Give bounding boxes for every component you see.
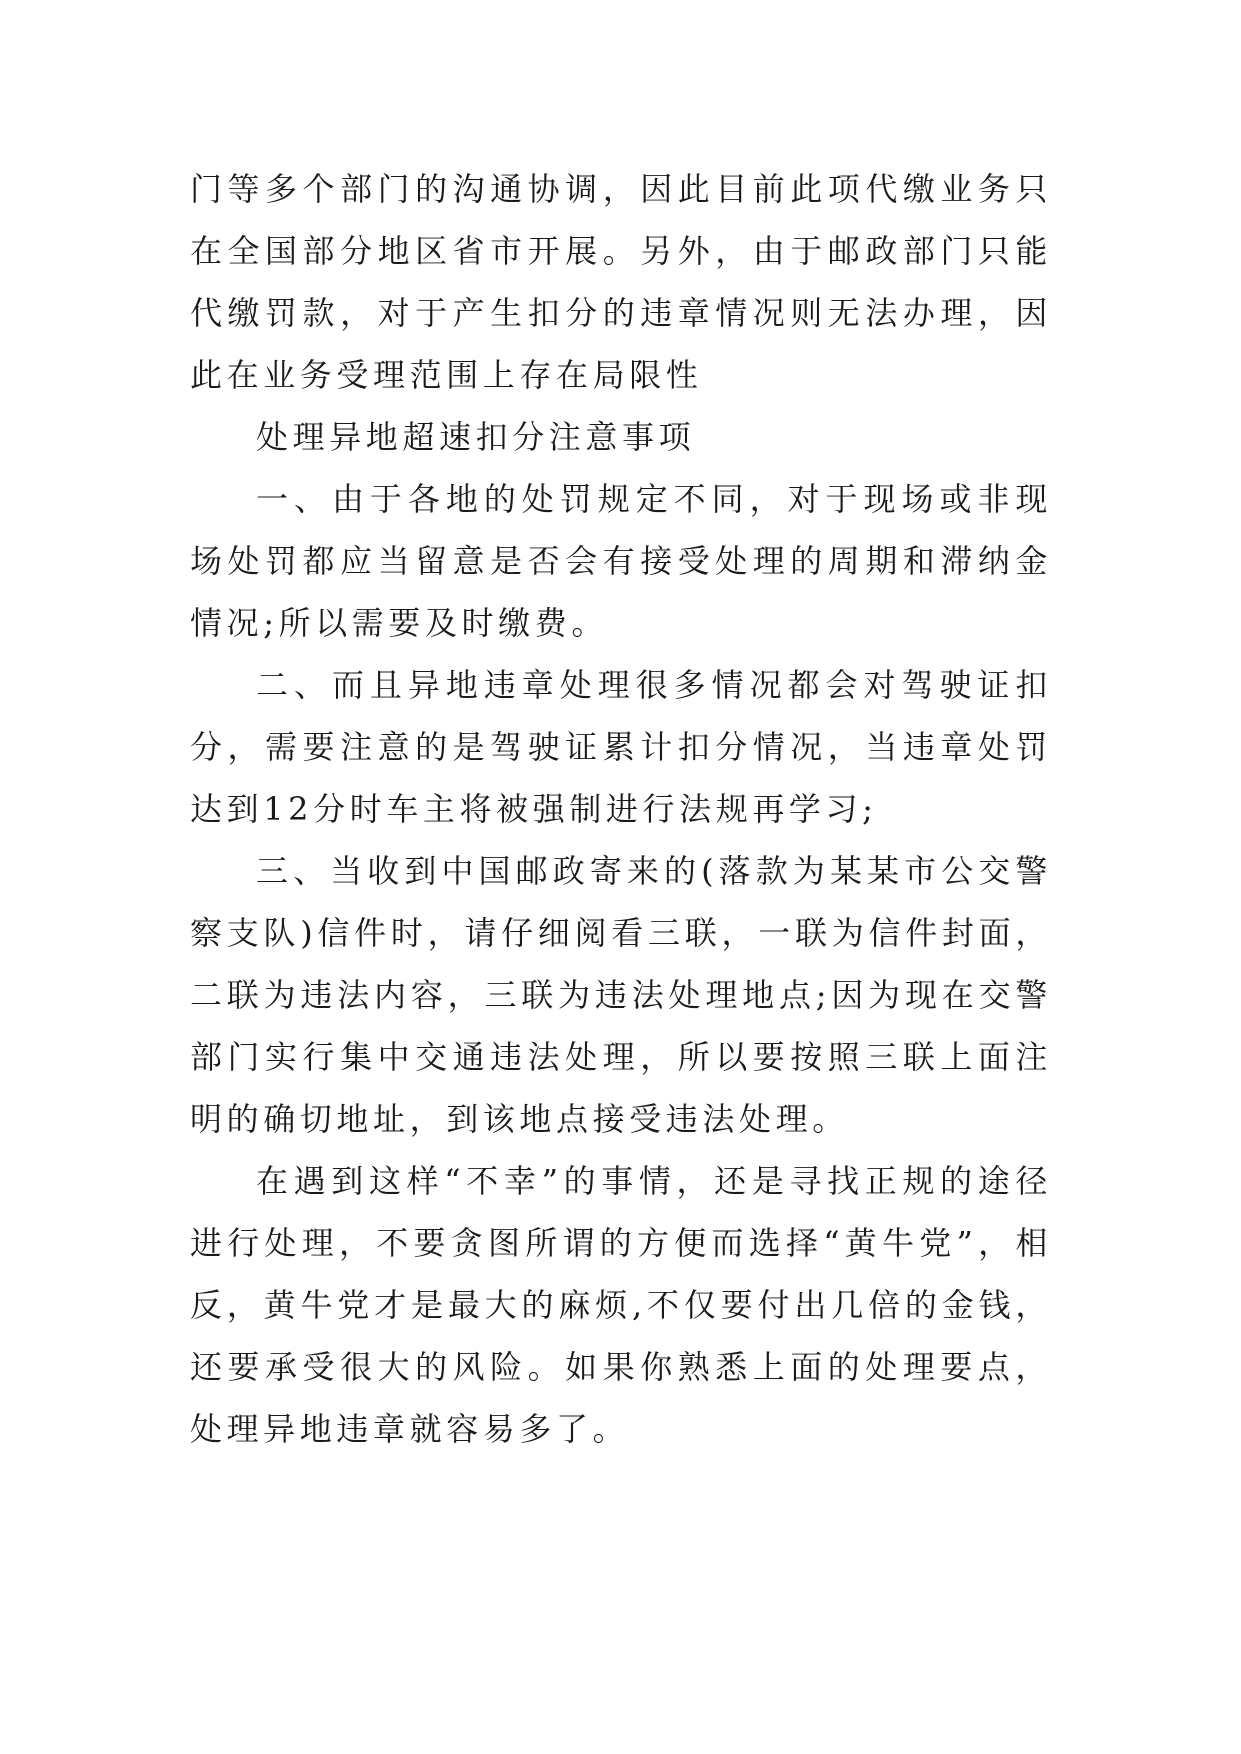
paragraph-continuation: 门等多个部门的沟通协调，因此目前此项代缴业务只在全国部分地区省市开展。另外，由于邮政部门只能代缴罚款，对于产生扣分的违章情况则无法办理，因此在业务受理范围上存在局限性 [190,170,1052,394]
paragraph-point-two: 二、而且异地违章处理很多情况都会对驾驶证扣分，需要注意的是驾驶证累计扣分情况，当违章处罚达到12分时车主将被强制进行法规再学习; [190,666,1052,828]
paragraph-conclusion: 在遇到这样“不幸”的事情，还是寻找正规的途径进行处理，不要贪图所谓的方便而选择“黄牛党”，相反，黄牛党才是最大的麻烦,不仅要付出几倍的金钱，还要承受很大的风险。如果你熟悉上面的处理要点，处理异地违章就容易多了。 [190,1162,1052,1448]
paragraph-point-three: 三、当收到中国邮政寄来的(落款为某某市公交警察支队)信件时，请仔细阅看三联，一联为信件封面，二联为违法内容，三联为违法处理地点;因为现在交警部门实行集中交通违法处理，所以要按照三联上面注明的确切地址，到该地点接受违法处理。 [190,852,1052,1138]
section-heading: 处理异地超速扣分注意事项 [256,418,696,456]
paragraph-point-one: 一、由于各地的处罚规定不同，对于现场或非现场处罚都应当留意是否会有接受处理的周期和滞纳金情况;所以需要及时缴费。 [190,480,1052,642]
document-body [190,158,1052,1460]
